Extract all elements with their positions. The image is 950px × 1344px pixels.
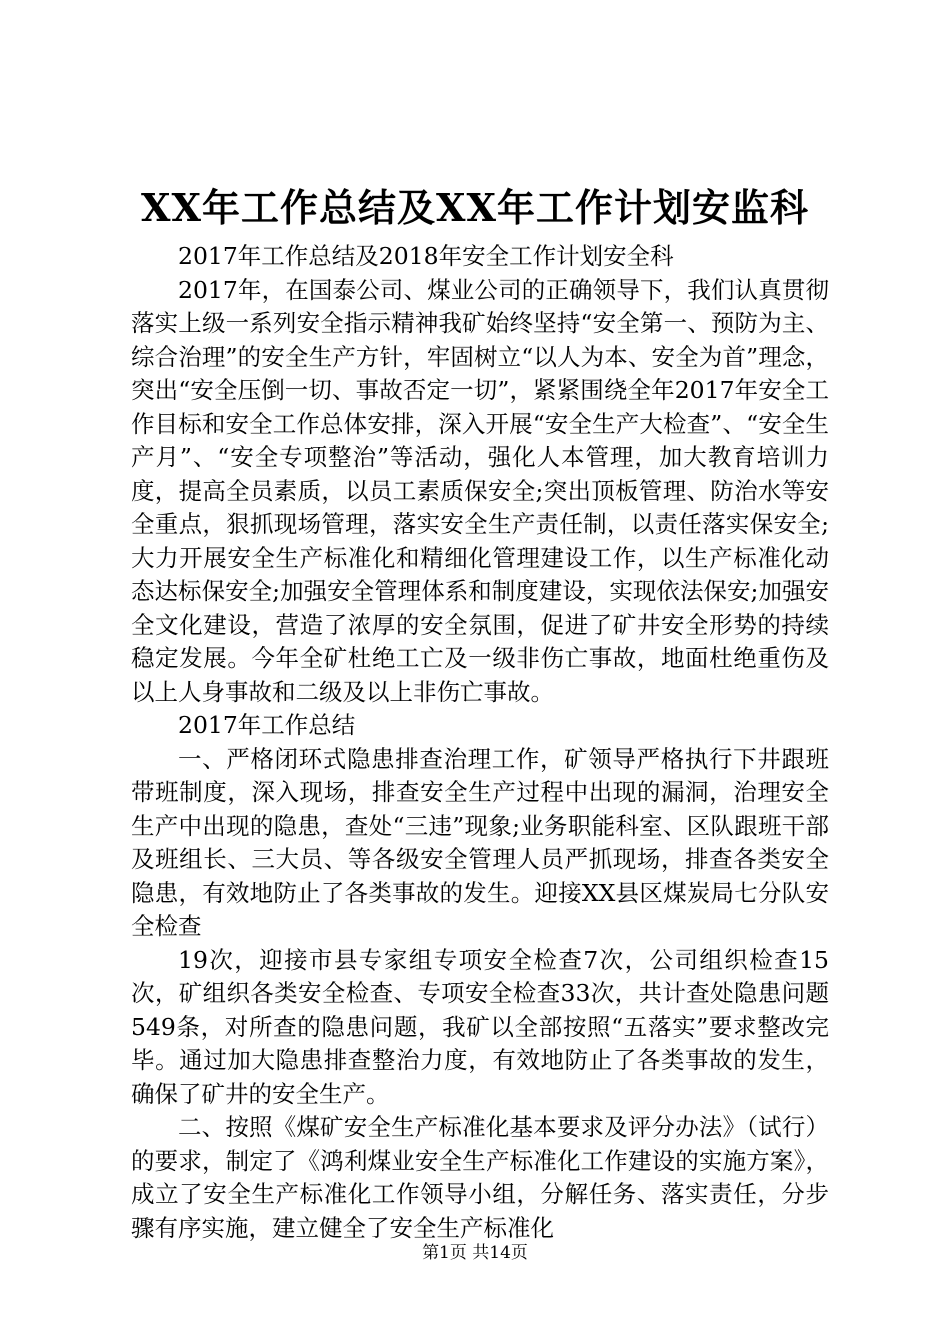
document-title: XX年工作总结及XX年工作计划安监科 xyxy=(141,185,809,230)
paragraph-item-two: 二、按照《煤矿安全生产标准化基本要求及评分办法》（试行）的要求，制定了《鸿利煤业安全生产标准化工作建设的实施方案》，成立了安全生产标准化工作领导小组，分解任务、落实责任，分步骤有序实施，建立健全了安全生产标准化 xyxy=(131,1113,829,1242)
paragraph-subtitle: 2017年工作总结及2018年安全工作计划安全科 xyxy=(178,242,674,270)
document-body xyxy=(131,240,829,1245)
paragraph-intro: 2017年，在国泰公司、煤业公司的正确领导下，我们认真贯彻落实上级一系列安全指示精神我矿始终坚持“安全第一、预防为主、综合治理”的安全生产方针，牢固树立“以人为本、安全为首”理念，突出“安全压倒一切、事故否定一切”，紧紧围绕全年2017年安全工作目标和安全工作总体安排，深入开展“安全生产大检查”、“安全生产月”、“安全专项整治”等活动，强化人本管理，加大教育培训力度，提高全员素质，以员工素质保安全;突出顶板管理、防治水等安全重点，狠抓现场管理，落实安全生产责任制，以责任落实保安全;大力开展安全生产标准化和精细化管理建设工作，以生产标准化动态达标保安全;加强安全管理体系和制度建设，实现依法保安;加强安全文化建设，营造了浓厚的安全氛围，促进了矿井安全形势的持续稳定发展。今年全矿杜绝工亡及一级非伤亡事故，地面杜绝重伤及以上人身事故和二级及以上非伤亡事故。 xyxy=(131,275,829,706)
paragraph-item-one: 一、严格闭环式隐患排查治理工作，矿领导严格执行下井跟班带班制度，深入现场，排查安全生产过程中出现的漏洞，治理安全生产中出现的隐患，查处“三违”现象;业务职能科室、区队跟班干部及班组长、三大员、等各级安全管理人员严抓现场，排查各类安全隐患，有效地防止了各类事故的发生。迎接XX县区煤炭局七分队安全检查 xyxy=(131,744,829,940)
paragraph-item-one-continued: 19次，迎接市县专家组专项安全检查7次，公司组织检查15次，矿组织各类安全检查、专项安全检查33次，共计查处隐患问题549条，对所查的隐患问题，我矿以全部按照“五落实”要求整改完毕。通过加大隐患排查整治力度，有效地防止了各类事故的发生，确保了矿井的安全生产。 xyxy=(131,945,829,1108)
page-number-footer: 第1页 共14页 xyxy=(422,1243,528,1263)
paragraph-section-heading: 2017年工作总结 xyxy=(178,711,356,739)
